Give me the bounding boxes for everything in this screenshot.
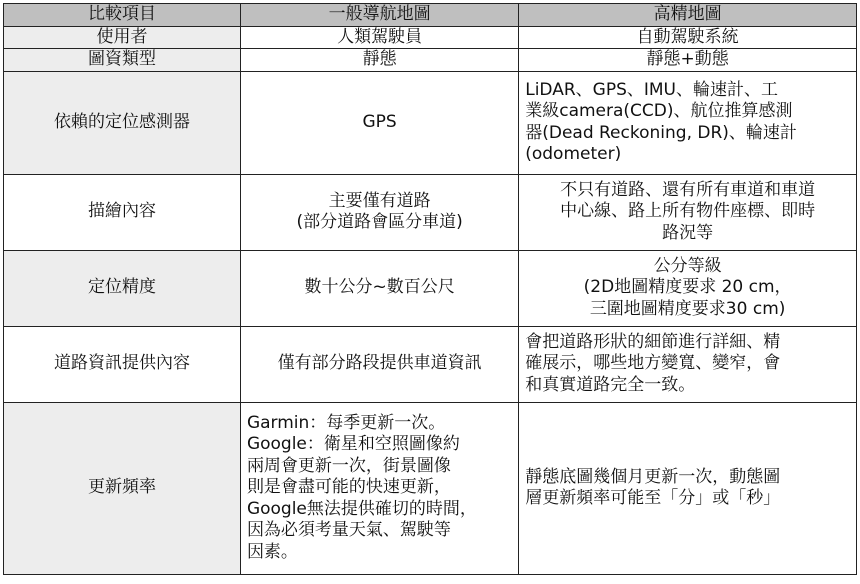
row-label: 定位精度 bbox=[4, 250, 241, 326]
cell-line: 器(Dead Reckoning, DR)、輪速計 bbox=[525, 122, 797, 143]
cell-line: Google：衛星和空照圖像約 bbox=[246, 434, 460, 455]
cell-line: (部分道路會區分車道) bbox=[296, 212, 463, 232]
row-label: 描繪內容 bbox=[4, 174, 241, 250]
general-map-cell bbox=[240, 71, 518, 174]
row-label: 使用者 bbox=[4, 26, 241, 49]
cell-line: 因為必須考量天氣、駕駛等 bbox=[246, 520, 451, 541]
table-row-accuracy bbox=[4, 250, 857, 326]
general-map-cell bbox=[240, 250, 518, 326]
table-row-update-frequency bbox=[4, 402, 857, 574]
cell-line: 人類駕駛員 bbox=[337, 26, 423, 47]
cell-line: 靜態+動態 bbox=[646, 49, 729, 69]
row-label: 圖資類型 bbox=[4, 49, 241, 72]
cell-line: 數十公分~數百公尺 bbox=[304, 277, 455, 298]
cell-line: 不只有道路、還有所有車道和車道 bbox=[560, 179, 816, 200]
hd-map-cell bbox=[519, 26, 857, 49]
cell-line: 公分等級 bbox=[653, 255, 722, 276]
cell-line: 確展示，哪些地方變寬、變窄，會 bbox=[525, 353, 781, 374]
cell-line: (2D地圖精度要求 20 cm， bbox=[583, 277, 792, 298]
hd-map-cell bbox=[519, 250, 857, 326]
row-label: 更新頻率 bbox=[4, 402, 241, 574]
header-comparison-item: 比較項目 bbox=[4, 4, 241, 27]
hd-map-cell bbox=[519, 71, 857, 174]
table-row-content bbox=[4, 174, 857, 250]
table-row-road-info bbox=[4, 326, 857, 402]
header-general-nav-map: 一般導航地圖 bbox=[240, 4, 518, 27]
cell-line: 兩周會更新一次，街景圖像 bbox=[246, 455, 451, 476]
cell-line: 中心線、路上所有物件座標、即時 bbox=[560, 201, 816, 222]
table-row-data-type bbox=[4, 49, 857, 72]
general-map-cell bbox=[240, 49, 518, 72]
hd-map-cell bbox=[519, 174, 857, 250]
cell-line: GPS bbox=[362, 111, 397, 132]
hd-map-cell bbox=[519, 402, 857, 574]
cell-line: 路況等 bbox=[662, 222, 714, 243]
row-label: 依賴的定位感測器 bbox=[4, 71, 241, 174]
cell-line: 自動駕駛系統 bbox=[636, 26, 739, 47]
comparison-table-container bbox=[3, 3, 857, 575]
cell-line: 主要僅有道路 bbox=[328, 190, 431, 211]
general-map-cell bbox=[240, 174, 518, 250]
cell-line: 靜態 bbox=[362, 49, 397, 69]
cell-line: 和真實道路完全一致。 bbox=[525, 374, 696, 395]
cell-line: 則是會盡可能的快速更新， bbox=[246, 477, 451, 498]
table-row-user bbox=[4, 26, 857, 49]
cell-line: 業級camera(CCD)、航位推算感測 bbox=[525, 101, 793, 121]
cell-line: (odometer) bbox=[525, 144, 622, 164]
hd-map-cell bbox=[519, 326, 857, 402]
cell-line: 層更新頻率可能至「分」或「秒」 bbox=[525, 488, 781, 508]
cell-line: 僅有部分路段提供車道資訊 bbox=[277, 353, 482, 374]
table-row-positioning-sensors bbox=[4, 71, 857, 174]
cell-line: 靜態底圖幾個月更新一次，動態圖 bbox=[525, 466, 781, 487]
general-map-cell bbox=[240, 402, 518, 574]
comparison-table bbox=[3, 3, 857, 575]
cell-line: Garmin：每季更新一次。 bbox=[246, 412, 446, 433]
general-map-cell bbox=[240, 26, 518, 49]
header-hd-map: 高精地圖 bbox=[519, 4, 857, 27]
hd-map-cell bbox=[519, 49, 857, 72]
cell-line: 因素。 bbox=[246, 541, 298, 562]
cell-line: 會把道路形狀的細節進行詳細、精 bbox=[525, 331, 781, 352]
cell-line: Google無法提供確切的時間， bbox=[246, 498, 477, 519]
table-header-row bbox=[4, 4, 857, 27]
cell-line: LiDAR、GPS、IMU、輪速計、工 bbox=[525, 79, 778, 100]
row-label: 道路資訊提供內容 bbox=[4, 326, 241, 402]
cell-line: 三圍地圖精度要求30 cm) bbox=[589, 298, 786, 319]
general-map-cell bbox=[240, 326, 518, 402]
